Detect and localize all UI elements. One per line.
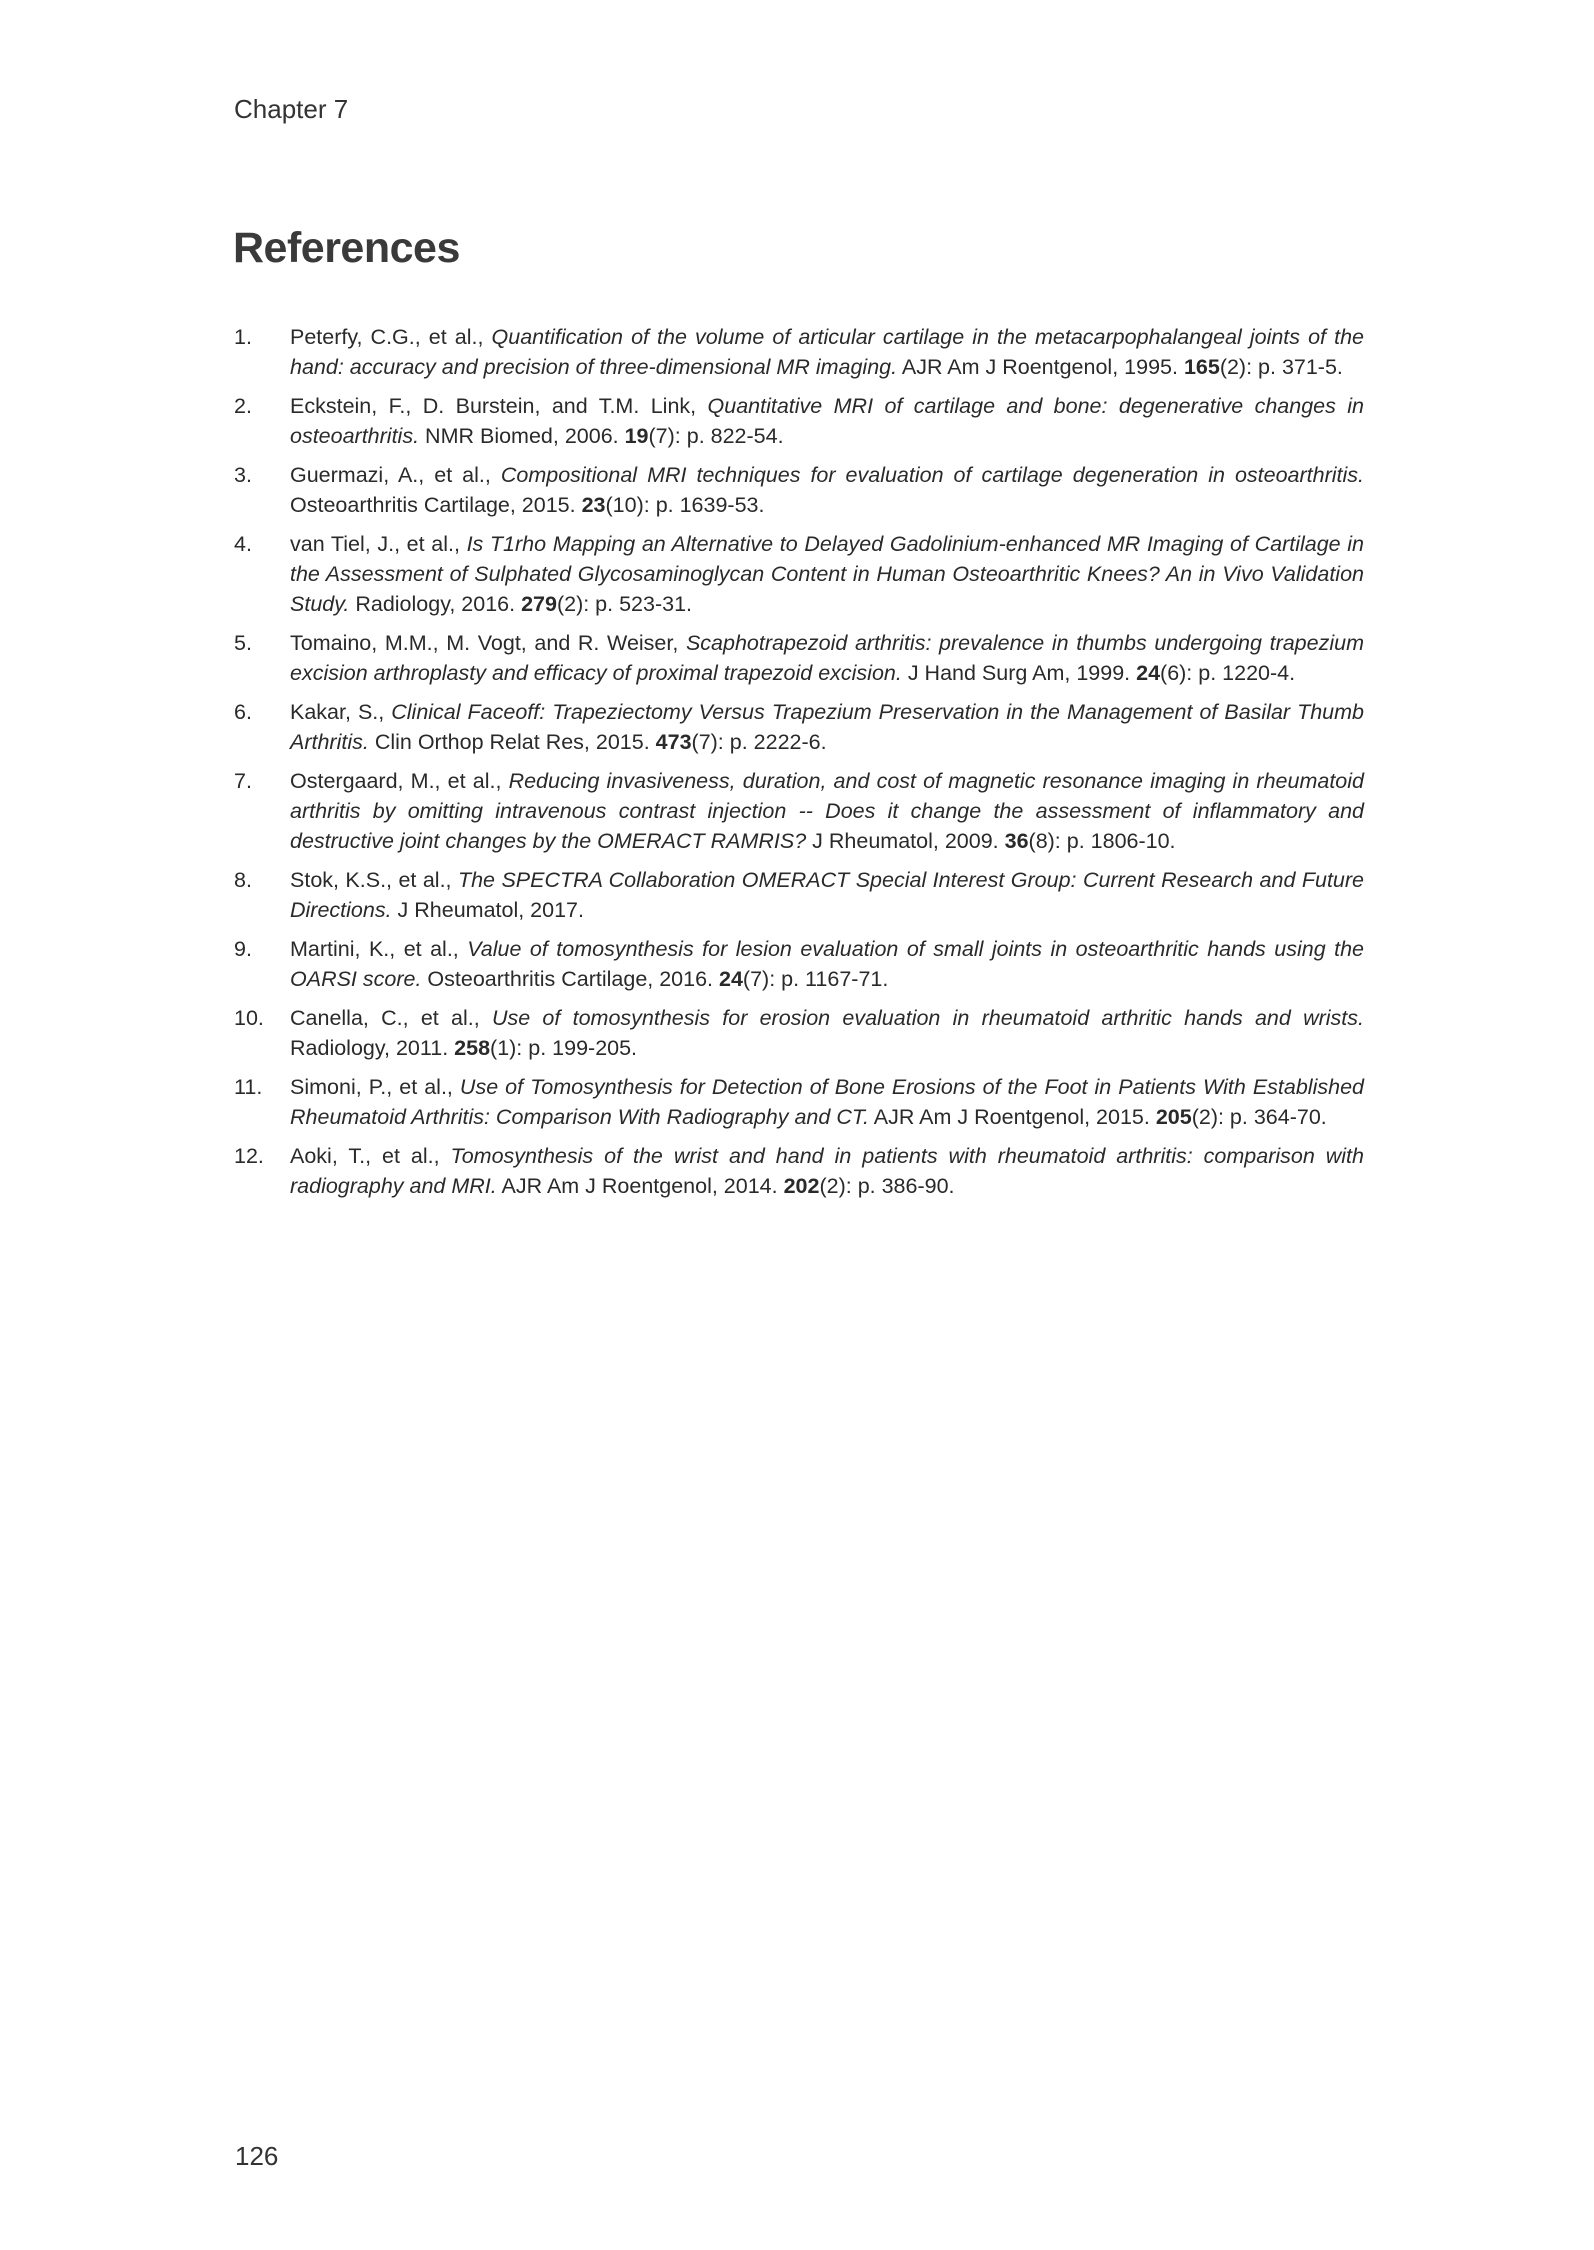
reference-title: Reducing invasiveness, duration, and cost of magnetic resonance imaging in rheumatoid arthritis by omitting intravenous contrast injection -- Does it change the assessment of inflammatory and destructive joint changes by the OMERACT RAMRIS?	[290, 769, 1364, 853]
reference-volume: 202	[783, 1174, 820, 1198]
reference-number: 4.	[234, 532, 252, 556]
reference-journal: Radiology, 2011.	[290, 1036, 455, 1060]
reference-volume: 19	[624, 424, 649, 448]
reference-pages: (2): p. 386-90.	[819, 1174, 955, 1198]
reference-number: 1.	[234, 325, 252, 349]
reference-volume: 205	[1155, 1105, 1192, 1129]
reference-item	[234, 529, 1364, 619]
reference-volume: 23	[581, 493, 606, 517]
reference-authors: Peterfy, C.G., et al.,	[290, 325, 492, 349]
reference-item	[234, 1003, 1364, 1063]
section-title: References	[233, 224, 460, 272]
reference-item	[234, 934, 1364, 994]
reference-journal: Radiology, 2016.	[349, 592, 522, 616]
reference-number: 2.	[234, 394, 252, 418]
reference-journal: J Rheumatol, 2017.	[391, 898, 584, 922]
reference-item	[234, 460, 1364, 520]
reference-volume: 473	[655, 730, 692, 754]
reference-pages: (2): p. 523-31.	[556, 592, 692, 616]
reference-pages: (1): p. 199-205.	[490, 1036, 638, 1060]
reference-title: Use of Tomosynthesis for Detection of Bone Erosions of the Foot in Patients With Established Rheumatoid Arthritis: Comparison With Radiography and CT.	[290, 1075, 1364, 1129]
reference-authors: Tomaino, M.M., M. Vogt, and R. Weiser,	[290, 631, 686, 655]
reference-number: 7.	[234, 769, 252, 793]
reference-journal: J Rheumatol, 2009.	[806, 829, 1005, 853]
reference-authors: Simoni, P., et al.,	[290, 1075, 460, 1099]
page-number: 126	[235, 2141, 279, 2171]
reference-item	[234, 322, 1364, 382]
reference-authors: Aoki, T., et al.,	[290, 1144, 451, 1168]
reference-volume: 258	[454, 1036, 491, 1060]
reference-pages: (7): p. 822-54.	[648, 424, 784, 448]
reference-volume: 36	[1004, 829, 1029, 853]
reference-title: Compositional MRI techniques for evaluation of cartilage degeneration in osteoarthritis.	[500, 463, 1364, 487]
reference-number: 6.	[234, 700, 252, 724]
reference-number: 11.	[234, 1075, 263, 1099]
reference-number: 5.	[234, 631, 252, 655]
reference-list	[234, 322, 1364, 1210]
reference-item	[234, 865, 1364, 925]
reference-pages: (8): p. 1806-10.	[1028, 829, 1176, 853]
reference-title: The SPECTRA Collaboration OMERACT Special Interest Group: Current Research and Future Directions.	[290, 868, 1364, 922]
reference-volume: 24	[1136, 661, 1161, 685]
reference-authors: Canella, C., et al.,	[290, 1006, 492, 1030]
reference-authors: Martini, K., et al.,	[290, 937, 468, 961]
reference-item	[234, 766, 1364, 856]
reference-volume: 165	[1183, 355, 1220, 379]
reference-authors: Eckstein, F., D. Burstein, and T.M. Link,	[290, 394, 708, 418]
reference-item	[234, 391, 1364, 451]
reference-title: Tomosynthesis of the wrist and hand in patients with rheumatoid arthritis: comparison with radiography and MRI.	[290, 1144, 1364, 1198]
reference-item	[234, 697, 1364, 757]
reference-pages: (2): p. 371-5.	[1219, 355, 1343, 379]
reference-journal: NMR Biomed, 2006.	[419, 424, 625, 448]
reference-title: Scaphotrapezoid arthritis: prevalence in thumbs undergoing trapezium excision arthroplasty and efficacy of proximal trapezoid excision.	[290, 631, 1364, 685]
reference-pages: (7): p. 2222-6.	[691, 730, 827, 754]
reference-journal: Clin Orthop Relat Res, 2015.	[368, 730, 656, 754]
reference-title: Value of tomosynthesis for lesion evaluation of small joints in osteoarthritic hands using the OARSI score.	[290, 937, 1365, 991]
reference-authors: van Tiel, J., et al.,	[290, 532, 467, 556]
reference-authors: Kakar, S.,	[290, 700, 392, 724]
reference-journal: AJR Am J Roentgenol, 2015.	[868, 1105, 1156, 1129]
reference-journal: Osteoarthritis Cartilage, 2015.	[290, 493, 582, 517]
reference-number: 9.	[234, 937, 252, 961]
reference-volume: 24	[719, 967, 743, 991]
reference-title: Quantification of the volume of articular cartilage in the metacarpophalangeal joints of the hand: accuracy and precision of three-dimensional MR imaging.	[290, 325, 1364, 379]
reference-title: Quantitative MRI of cartilage and bone: degenerative changes in osteoarthritis.	[290, 394, 1364, 448]
running-head: Chapter 7	[234, 94, 349, 124]
reference-title: Is T1rho Mapping an Alternative to Delayed Gadolinium-enhanced MR Imaging of Cartilage in the Assessment of Sulphated Glycosaminoglycan Content in Human Osteoarthritic Knees? An in Vivo Validation Study.	[290, 532, 1364, 616]
reference-volume: 279	[521, 592, 557, 616]
reference-number: 8.	[234, 868, 252, 892]
reference-number: 10.	[234, 1006, 264, 1030]
reference-pages: (10): p. 1639-53.	[605, 493, 765, 517]
reference-authors: Guermazi, A., et al.,	[290, 463, 501, 487]
reference-item	[234, 1141, 1364, 1201]
reference-item	[234, 1072, 1364, 1132]
reference-pages: (6): p. 1220-4.	[1160, 661, 1296, 685]
reference-journal: AJR Am J Roentgenol, 2014.	[496, 1174, 784, 1198]
reference-journal: AJR Am J Roentgenol, 1995.	[897, 355, 1184, 379]
reference-number: 12.	[234, 1144, 264, 1168]
reference-journal: J Hand Surg Am, 1999.	[901, 661, 1137, 685]
reference-journal: Osteoarthritis Cartilage, 2016.	[421, 967, 719, 991]
reference-authors: Ostergaard, M., et al.,	[290, 769, 509, 793]
reference-authors: Stok, K.S., et al.,	[290, 868, 458, 892]
reference-item	[234, 628, 1364, 688]
reference-pages: (7): p. 1167-71.	[742, 967, 889, 991]
reference-number: 3.	[234, 463, 252, 487]
reference-pages: (2): p. 364-70.	[1191, 1105, 1327, 1129]
reference-title: Clinical Faceoff: Trapeziectomy Versus Trapezium Preservation in the Management of Basilar Thumb Arthritis.	[290, 700, 1364, 754]
reference-title: Use of tomosynthesis for erosion evaluation in rheumatoid arthritic hands and wrists.	[491, 1006, 1364, 1030]
